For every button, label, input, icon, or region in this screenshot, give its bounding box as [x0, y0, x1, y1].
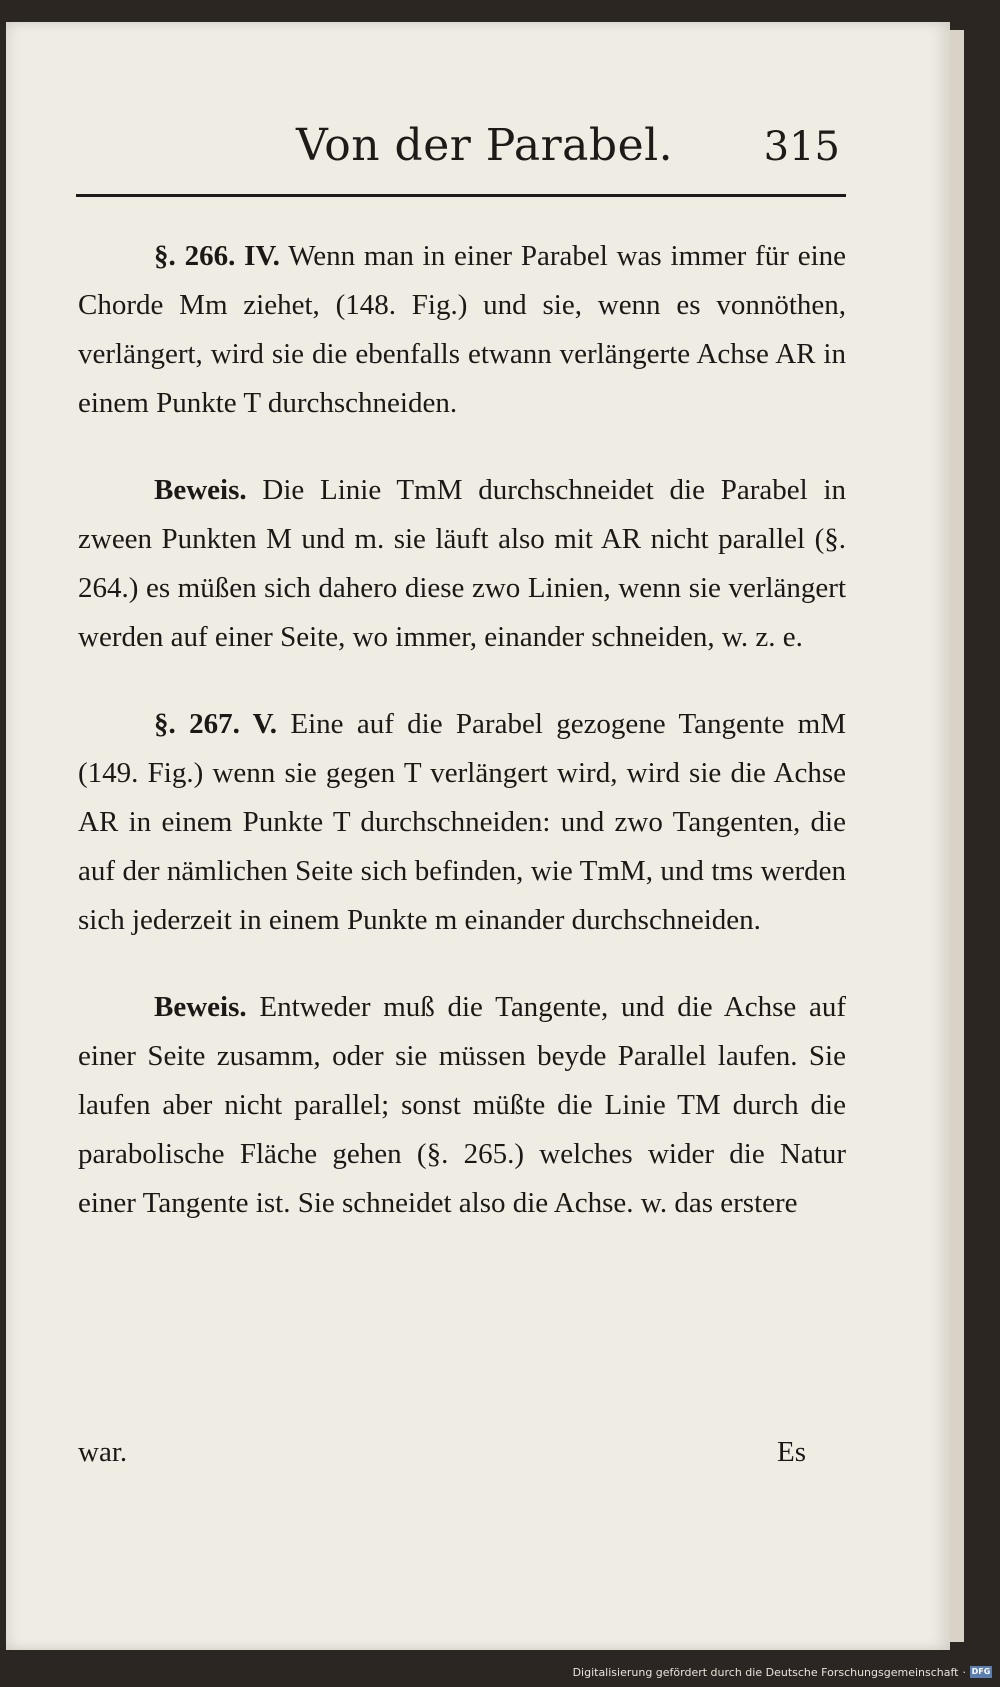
page-number: 315: [763, 124, 840, 170]
paragraph: [78, 983, 846, 1228]
paragraph: [78, 466, 846, 662]
paragraph-text: Die Linie TmM durchschneidet die Parabel in zween Punkten M und m. sie läuft also mit AR nicht parallel (§. 264.) es müßen sich dahero diese zwo Linien, wenn sie verlängert werden auf einer Seite, wo immer, einander schneiden, w. z. e.: [78, 474, 846, 653]
paragraph-lead: Beweis.: [154, 991, 247, 1023]
dfg-logo: DFG: [971, 1667, 991, 1676]
paragraph-text: Eine auf die Parabel gezogene Tangente mM (149. Fig.) wenn sie gegen T verlängert wird, wird sie die Achse AR in einem Punkte T durchschneiden: und zwo Tangenten, die auf der nämlichen Seite sich befinden, wie TmM, und tms werden sich jederzeit in einem Punkte m einander durchschneiden.: [78, 708, 846, 936]
paragraph: [78, 700, 846, 945]
header-rule: [76, 194, 846, 197]
catchword-row: [78, 1436, 846, 1486]
paragraph-lead: §. 266. IV.: [154, 240, 280, 272]
body-text: [78, 232, 846, 1228]
last-line: war.: [78, 1436, 128, 1468]
digitization-footer: Digitalisierung gefördert durch die Deutsche Forschungsgemeinschaft · DFG: [572, 1665, 991, 1679]
footer-credit: Digitalisierung gefördert durch die Deutsche Forschungsgemeinschaft: [572, 1665, 959, 1679]
page-title: Von der Parabel.: [296, 120, 674, 171]
paragraph-text: Wenn man in einer Parabel was immer für eine Chorde Mm ziehet, (148. Fig.) und sie, wenn es vonnöthen, verlängert, wird sie die ebenfalls etwann verlängerte Achse AR in einem Punkte T durchschneiden.: [78, 240, 846, 419]
paragraph-lead: Beweis.: [154, 474, 247, 506]
page-edge: [950, 30, 964, 1642]
paragraph: [78, 232, 846, 428]
catchword: Es: [777, 1436, 806, 1468]
running-head: [76, 120, 846, 180]
paragraph-text: Entweder muß die Tangente, und die Achse auf einer Seite zusamm, oder sie müssen beyde Parallel laufen. Sie laufen aber nicht parallel; sonst müßte die Linie TM durch die parabolische Fläche gehen (§. 265.) welches wider die Natur einer Tangente ist. Sie schneidet also die Achse. w. das erstere: [78, 991, 846, 1219]
paragraph-lead: §. 267. V.: [154, 708, 278, 740]
